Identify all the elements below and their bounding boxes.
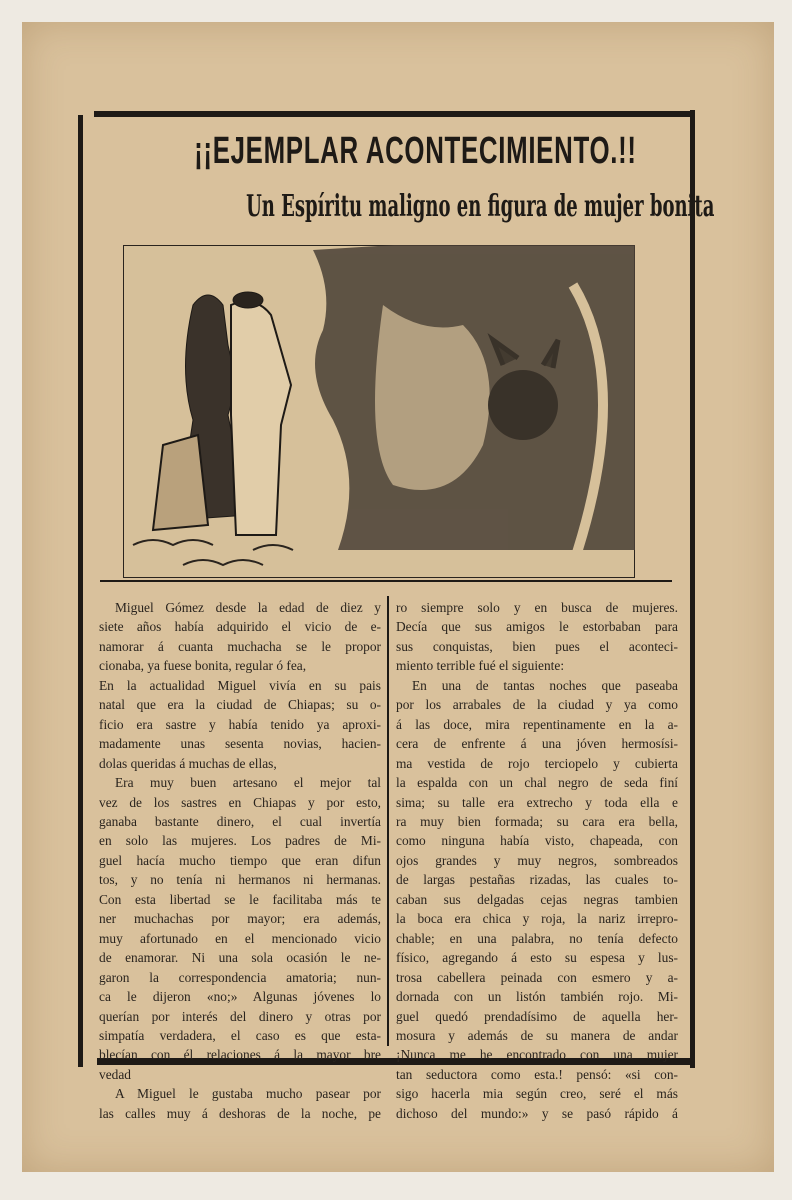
text-line: la espalda con un chal negro de seda finí bbox=[396, 775, 678, 791]
text-line: guel hacía mucho tiempo que eran difun bbox=[99, 852, 381, 868]
text-line: Era muy buen artesano el mejor tal bbox=[115, 775, 381, 791]
text-line: tan seductora como esta.! pensó: «si con- bbox=[396, 1066, 678, 1082]
text-line: como ninguna había visto, chapeada, con bbox=[396, 833, 678, 849]
border-left bbox=[78, 115, 83, 1067]
border-top bbox=[94, 111, 691, 117]
headline-wrap bbox=[90, 128, 690, 174]
text-line: caban sus delgadas cejas negras tambien bbox=[396, 891, 678, 907]
text-line: á las doce, mira repentinamente en la a- bbox=[396, 716, 678, 732]
text-line: ca le dijeron «no;» Algunas jóvenes lo bbox=[99, 989, 381, 1005]
text-line: guel quedó prendadísimo de aquella her- bbox=[396, 1008, 678, 1024]
text-line: miento terrible fué el siguiente: bbox=[396, 658, 565, 674]
text-line: ra muy bien formada; su cara era bella, bbox=[396, 813, 678, 829]
text-line: natal que era la ciudad de Chiapas; su o- bbox=[99, 697, 381, 713]
text-line: cera de enfrente á una jóven hermosísi- bbox=[396, 736, 678, 752]
text-line: de enamorar. Ni una sola ocasión le ne- bbox=[99, 950, 381, 966]
text-line: en solo las mujeres. Los padres de Mi- bbox=[99, 833, 381, 849]
text-line: vedad bbox=[99, 1066, 131, 1082]
woodcut-illustration bbox=[123, 245, 635, 578]
illustration-rule bbox=[100, 580, 672, 582]
text-line: ficio era sastre y había tenido ya aproxi- bbox=[99, 716, 381, 732]
text-line: mosura y además de su manera de andar bbox=[396, 1027, 678, 1043]
border-right bbox=[690, 110, 695, 1068]
text-line: Decía que sus amigos le estorbaban para bbox=[396, 619, 678, 635]
text-line: En una de tantas noches que paseaba bbox=[412, 677, 678, 693]
demons-and-flames bbox=[313, 245, 635, 565]
text-line: ner muchachas por mayor; era además, bbox=[99, 911, 381, 927]
text-line: ojos grandes y muy negros, sombreados bbox=[396, 852, 678, 868]
text-column-right bbox=[396, 598, 678, 1123]
text-line: siete años había adquirido el vicio de e- bbox=[99, 619, 381, 635]
text-line: blecían con él relaciones á la mayor bre bbox=[99, 1047, 381, 1063]
subheadline: Un Espíritu maligno en figura de mujer bonita bbox=[246, 189, 715, 224]
subheadline-wrap bbox=[90, 186, 715, 228]
text-line: chable; en una palabra, no tenía defecto bbox=[396, 930, 678, 946]
text-line: A Miguel le gustaba mucho pasear por bbox=[115, 1086, 381, 1102]
text-line: sus conquistas, bien pues el aconteci- bbox=[396, 638, 678, 654]
text-line: Miguel Gómez desde la edad de diez y bbox=[115, 600, 381, 615]
text-line: las calles muy á deshoras de la noche, pe bbox=[99, 1105, 381, 1121]
text-line: vez de los sastres en Chiapas y por esto, bbox=[99, 794, 381, 810]
text-line: ¡Nunca me he encontrado con una mujer bbox=[396, 1047, 678, 1063]
text-line: por los arrabales de la ciudad y ya como bbox=[396, 697, 678, 713]
text-line: tos, y no tenía ni hermanos ni hermanas. bbox=[99, 872, 381, 888]
text-line: garon la correspondencia amatoria; nun- bbox=[99, 969, 381, 985]
headline: ¡¡EJEMPLAR ACONTECIMIENTO.!! bbox=[194, 130, 637, 172]
text-line: dolas queridas á muchas de ellas, bbox=[99, 755, 277, 771]
text-line: físico, agregando á esto su espesa y lus- bbox=[396, 950, 678, 966]
text-line: En la actualidad Miguel vivía en su pais bbox=[99, 677, 381, 693]
text-column-left bbox=[99, 598, 381, 1123]
text-line: ganaba bastante dinero, el cual invertía bbox=[99, 813, 381, 829]
text-line: Con esta libertad se le facilitaba más te bbox=[99, 891, 381, 907]
text-line: ma vestida de rojo terciopelo y cubierta bbox=[396, 755, 678, 771]
text-line: ro siempre solo y en busca de mujeres. bbox=[396, 600, 678, 615]
text-line: sigo hacerla mia según creo, seré el más bbox=[396, 1086, 678, 1102]
text-line: la boca era chica y roja, la nariz irrepro- bbox=[396, 911, 678, 927]
text-line: cionaba, ya fuese bonita, regular ó fea, bbox=[99, 658, 307, 674]
column-divider bbox=[387, 596, 389, 1046]
text-line: simpatía verdadera, el caso es que esta- bbox=[99, 1027, 381, 1043]
text-line: de largas pestañas rizadas, las cuales to- bbox=[396, 872, 678, 888]
text-line: namorar á cuanta muchacha se le propor bbox=[99, 638, 381, 654]
text-line: dornada con un listón también rojo. Mi- bbox=[396, 989, 678, 1005]
text-line: muy afortunado en el mencionado vicio bbox=[99, 930, 381, 946]
text-line: querían por interés del dinero y otras por bbox=[99, 1008, 381, 1024]
text-line: trosa cabellera peinada con esmero y a- bbox=[396, 969, 678, 985]
text-line: dichoso del mundo:» y se pasó rápido á bbox=[396, 1105, 678, 1121]
text-line: sima; su talle era extrecho y toda ella e bbox=[396, 794, 678, 810]
text-line: madamente unas sesenta novias, hacien- bbox=[99, 736, 381, 752]
